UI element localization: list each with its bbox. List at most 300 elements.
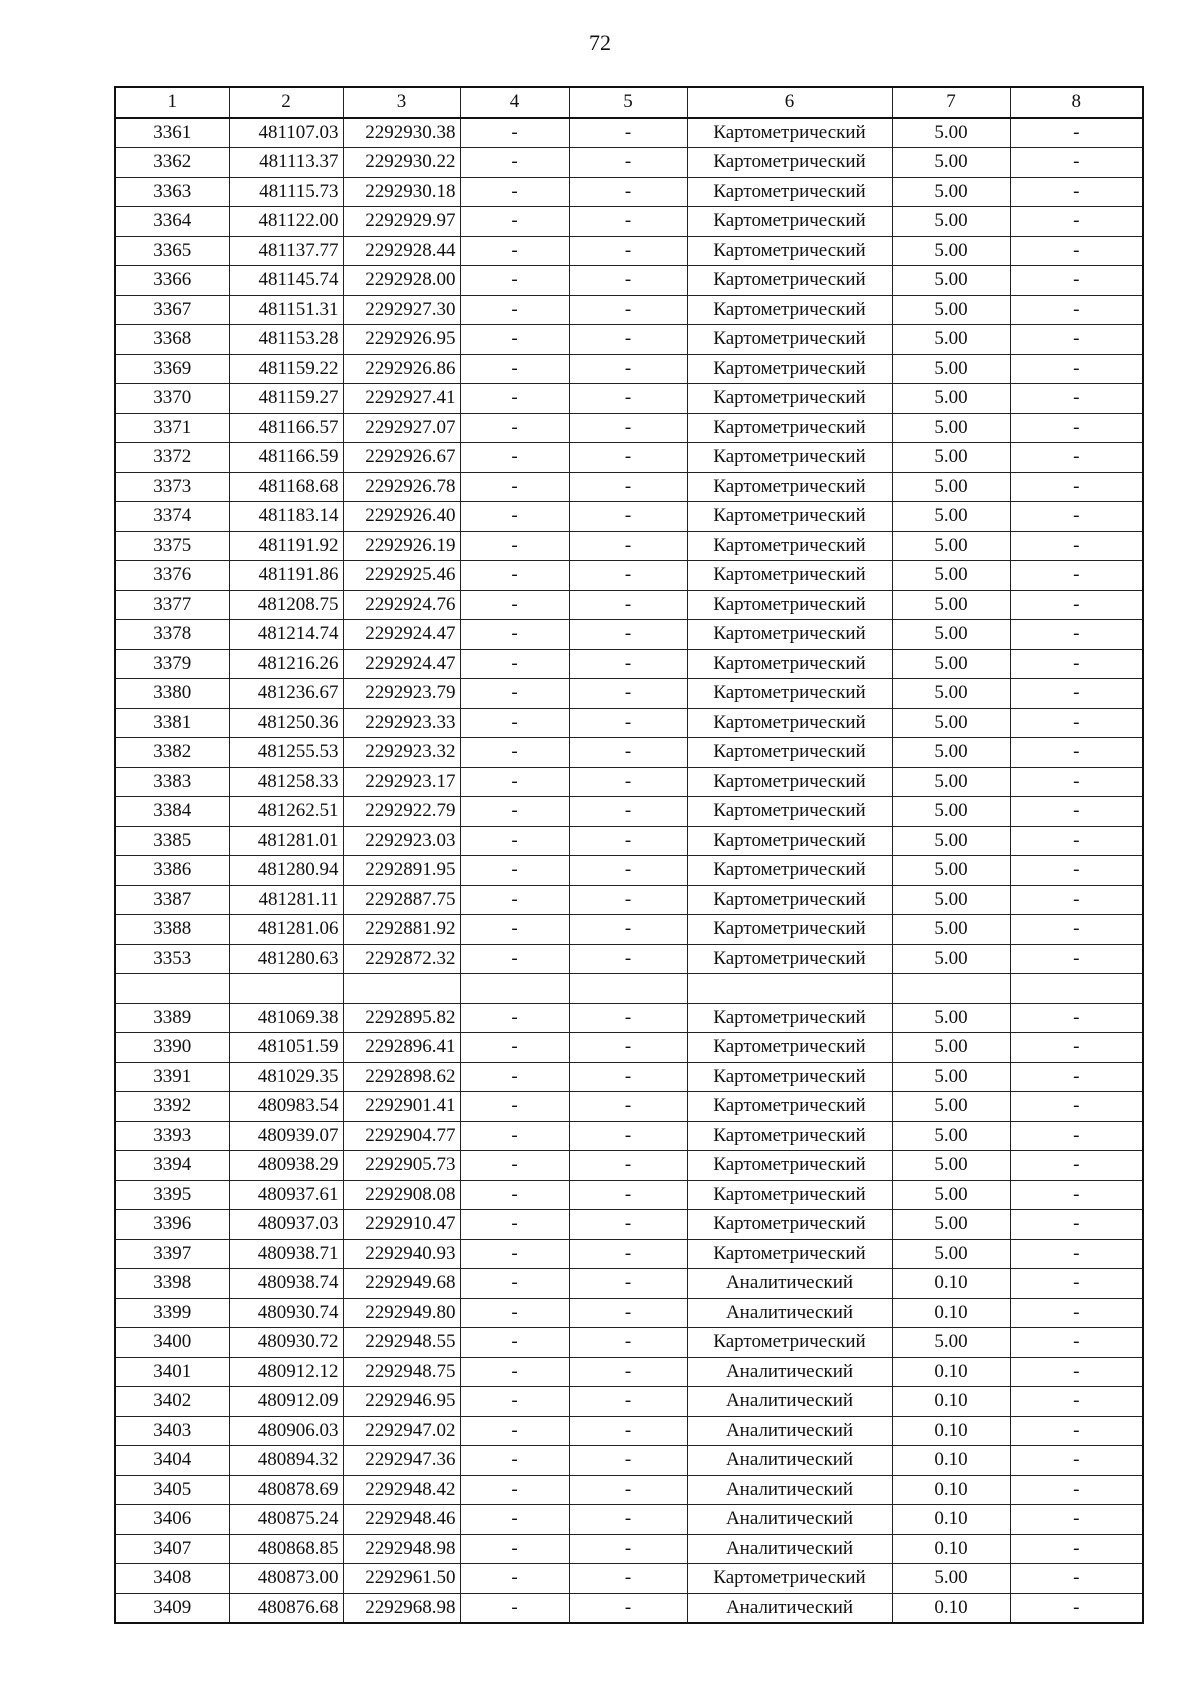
- method-cell: Картометрический: [687, 502, 892, 532]
- accuracy-cell: 5.00: [892, 1180, 1010, 1210]
- method-cell: Картометрический: [687, 944, 892, 974]
- method-cell: Картометрический: [687, 1151, 892, 1181]
- point-number-cell: [115, 974, 229, 1004]
- y-coordinate-cell: 2292922.79: [343, 797, 460, 827]
- x-coordinate-cell: 480939.07: [229, 1121, 343, 1151]
- column-8-cell: -: [1010, 118, 1143, 148]
- point-number-cell: 3380: [115, 679, 229, 709]
- accuracy-cell: 0.10: [892, 1593, 1010, 1623]
- x-coordinate-cell: 480873.00: [229, 1564, 343, 1594]
- x-coordinate-cell: 480912.09: [229, 1387, 343, 1417]
- method-cell: Аналитический: [687, 1357, 892, 1387]
- accuracy-cell: 5.00: [892, 325, 1010, 355]
- point-number-cell: 3364: [115, 207, 229, 237]
- y-coordinate-cell: 2292895.82: [343, 1003, 460, 1033]
- y-coordinate-cell: 2292924.76: [343, 590, 460, 620]
- column-5-cell: -: [569, 1593, 687, 1623]
- column-4-cell: -: [460, 1180, 569, 1210]
- column-5-cell: -: [569, 649, 687, 679]
- point-number-cell: 3361: [115, 118, 229, 148]
- accuracy-cell: 5.00: [892, 797, 1010, 827]
- method-cell: Картометрический: [687, 915, 892, 945]
- table-row: [115, 767, 1143, 797]
- column-4-cell: -: [460, 1328, 569, 1358]
- y-coordinate-cell: 2292930.22: [343, 148, 460, 178]
- method-cell: Аналитический: [687, 1298, 892, 1328]
- accuracy-cell: 5.00: [892, 531, 1010, 561]
- method-cell: Картометрический: [687, 620, 892, 650]
- x-coordinate-cell: 480875.24: [229, 1505, 343, 1535]
- table-row: [115, 531, 1143, 561]
- column-8-cell: -: [1010, 1446, 1143, 1476]
- table-row: [115, 1003, 1143, 1033]
- accuracy-cell: 5.00: [892, 443, 1010, 473]
- column-4-cell: -: [460, 915, 569, 945]
- column-4-cell: -: [460, 148, 569, 178]
- accuracy-cell: 0.10: [892, 1534, 1010, 1564]
- column-4-cell: [460, 974, 569, 1004]
- accuracy-cell: 5.00: [892, 856, 1010, 886]
- column-5-cell: -: [569, 1239, 687, 1269]
- point-number-cell: 3398: [115, 1269, 229, 1299]
- y-coordinate-cell: 2292928.00: [343, 266, 460, 296]
- table-row: [115, 384, 1143, 414]
- column-4-cell: -: [460, 1003, 569, 1033]
- accuracy-cell: 5.00: [892, 944, 1010, 974]
- y-coordinate-cell: 2292923.32: [343, 738, 460, 768]
- point-number-cell: 3383: [115, 767, 229, 797]
- column-header: 5: [569, 87, 687, 118]
- table-row: [115, 1298, 1143, 1328]
- column-8-cell: -: [1010, 1564, 1143, 1594]
- column-header: 3: [343, 87, 460, 118]
- point-number-cell: 3388: [115, 915, 229, 945]
- x-coordinate-cell: 480876.68: [229, 1593, 343, 1623]
- column-4-cell: -: [460, 590, 569, 620]
- x-coordinate-cell: 480912.12: [229, 1357, 343, 1387]
- column-5-cell: -: [569, 767, 687, 797]
- column-4-cell: -: [460, 856, 569, 886]
- x-coordinate-cell: 481281.11: [229, 885, 343, 915]
- column-8-cell: -: [1010, 354, 1143, 384]
- accuracy-cell: 5.00: [892, 590, 1010, 620]
- method-cell: Картометрический: [687, 679, 892, 709]
- table-row: [115, 1357, 1143, 1387]
- method-cell: Картометрический: [687, 1180, 892, 1210]
- column-8-cell: -: [1010, 266, 1143, 296]
- x-coordinate-cell: 481262.51: [229, 797, 343, 827]
- column-5-cell: -: [569, 1151, 687, 1181]
- method-cell: Картометрический: [687, 797, 892, 827]
- accuracy-cell: 5.00: [892, 1062, 1010, 1092]
- x-coordinate-cell: 481258.33: [229, 767, 343, 797]
- column-4-cell: -: [460, 413, 569, 443]
- x-coordinate-cell: 481159.27: [229, 384, 343, 414]
- column-8-cell: -: [1010, 679, 1143, 709]
- point-number-cell: 3404: [115, 1446, 229, 1476]
- y-coordinate-cell: 2292926.67: [343, 443, 460, 473]
- x-coordinate-cell: 480906.03: [229, 1416, 343, 1446]
- accuracy-cell: 5.00: [892, 1210, 1010, 1240]
- table-row: [115, 1328, 1143, 1358]
- column-4-cell: -: [460, 1505, 569, 1535]
- point-number-cell: 3384: [115, 797, 229, 827]
- table-row: [115, 472, 1143, 502]
- table-row: [115, 797, 1143, 827]
- column-5-cell: -: [569, 1416, 687, 1446]
- method-cell: Картометрический: [687, 354, 892, 384]
- table-header-row: [115, 87, 1143, 118]
- column-4-cell: -: [460, 266, 569, 296]
- accuracy-cell: 5.00: [892, 118, 1010, 148]
- column-5-cell: -: [569, 148, 687, 178]
- y-coordinate-cell: 2292961.50: [343, 1564, 460, 1594]
- column-5-cell: -: [569, 1475, 687, 1505]
- y-coordinate-cell: 2292923.17: [343, 767, 460, 797]
- column-5-cell: -: [569, 531, 687, 561]
- column-5-cell: -: [569, 679, 687, 709]
- table-row: [115, 443, 1143, 473]
- y-coordinate-cell: 2292927.30: [343, 295, 460, 325]
- point-number-cell: 3371: [115, 413, 229, 443]
- x-coordinate-cell: 481208.75: [229, 590, 343, 620]
- point-number-cell: 3401: [115, 1357, 229, 1387]
- accuracy-cell: 5.00: [892, 354, 1010, 384]
- column-8-cell: -: [1010, 797, 1143, 827]
- accuracy-cell: 5.00: [892, 472, 1010, 502]
- column-5-cell: -: [569, 443, 687, 473]
- x-coordinate-cell: 481113.37: [229, 148, 343, 178]
- x-coordinate-cell: 481168.68: [229, 472, 343, 502]
- x-coordinate-cell: 481145.74: [229, 266, 343, 296]
- column-8-cell: -: [1010, 1180, 1143, 1210]
- accuracy-cell: 0.10: [892, 1387, 1010, 1417]
- column-5-cell: -: [569, 797, 687, 827]
- method-cell: Аналитический: [687, 1593, 892, 1623]
- table-row: [115, 502, 1143, 532]
- column-8-cell: -: [1010, 1505, 1143, 1535]
- x-coordinate-cell: 480938.74: [229, 1269, 343, 1299]
- accuracy-cell: 5.00: [892, 502, 1010, 532]
- column-8-cell: -: [1010, 1239, 1143, 1269]
- accuracy-cell: 5.00: [892, 1033, 1010, 1063]
- column-4-cell: -: [460, 1151, 569, 1181]
- table-row: [115, 354, 1143, 384]
- method-cell: Картометрический: [687, 1328, 892, 1358]
- accuracy-cell: 5.00: [892, 148, 1010, 178]
- column-5-cell: -: [569, 1564, 687, 1594]
- method-cell: Картометрический: [687, 1092, 892, 1122]
- x-coordinate-cell: 480937.61: [229, 1180, 343, 1210]
- column-8-cell: -: [1010, 620, 1143, 650]
- column-5-cell: -: [569, 236, 687, 266]
- column-8-cell: -: [1010, 561, 1143, 591]
- y-coordinate-cell: 2292924.47: [343, 649, 460, 679]
- x-coordinate-cell: 480894.32: [229, 1446, 343, 1476]
- method-cell: Картометрический: [687, 708, 892, 738]
- table-row: [115, 856, 1143, 886]
- x-coordinate-cell: 480938.71: [229, 1239, 343, 1269]
- column-8-cell: -: [1010, 1593, 1143, 1623]
- table-row: [115, 118, 1143, 148]
- point-number-cell: 3365: [115, 236, 229, 266]
- y-coordinate-cell: 2292927.07: [343, 413, 460, 443]
- table-row: [115, 1239, 1143, 1269]
- point-number-cell: 3385: [115, 826, 229, 856]
- column-5-cell: -: [569, 118, 687, 148]
- column-8-cell: -: [1010, 915, 1143, 945]
- point-number-cell: 3370: [115, 384, 229, 414]
- y-coordinate-cell: 2292948.55: [343, 1328, 460, 1358]
- column-4-cell: -: [460, 236, 569, 266]
- table-row: [115, 1387, 1143, 1417]
- table-row: [115, 826, 1143, 856]
- method-cell: Картометрический: [687, 266, 892, 296]
- x-coordinate-cell: 481280.94: [229, 856, 343, 886]
- x-coordinate-cell: 481214.74: [229, 620, 343, 650]
- column-5-cell: -: [569, 620, 687, 650]
- column-4-cell: -: [460, 767, 569, 797]
- column-8-cell: -: [1010, 856, 1143, 886]
- method-cell: Картометрический: [687, 413, 892, 443]
- column-4-cell: -: [460, 177, 569, 207]
- x-coordinate-cell: 480930.72: [229, 1328, 343, 1358]
- column-5-cell: -: [569, 472, 687, 502]
- column-5-cell: -: [569, 295, 687, 325]
- x-coordinate-cell: 481191.86: [229, 561, 343, 591]
- accuracy-cell: 5.00: [892, 1092, 1010, 1122]
- table-row: [115, 413, 1143, 443]
- point-number-cell: 3405: [115, 1475, 229, 1505]
- column-8-cell: -: [1010, 1387, 1143, 1417]
- column-8-cell: -: [1010, 738, 1143, 768]
- column-4-cell: -: [460, 1416, 569, 1446]
- y-coordinate-cell: 2292908.08: [343, 1180, 460, 1210]
- accuracy-cell: 5.00: [892, 738, 1010, 768]
- accuracy-cell: 5.00: [892, 1239, 1010, 1269]
- y-coordinate-cell: 2292872.32: [343, 944, 460, 974]
- accuracy-cell: 0.10: [892, 1475, 1010, 1505]
- column-5-cell: -: [569, 325, 687, 355]
- column-8-cell: -: [1010, 531, 1143, 561]
- accuracy-cell: 5.00: [892, 207, 1010, 237]
- column-8-cell: -: [1010, 177, 1143, 207]
- point-number-cell: 3392: [115, 1092, 229, 1122]
- accuracy-cell: 5.00: [892, 384, 1010, 414]
- accuracy-cell: 5.00: [892, 1121, 1010, 1151]
- method-cell: Картометрический: [687, 856, 892, 886]
- point-number-cell: 3369: [115, 354, 229, 384]
- x-coordinate-cell: 481250.36: [229, 708, 343, 738]
- x-coordinate-cell: 480868.85: [229, 1534, 343, 1564]
- y-coordinate-cell: 2292928.44: [343, 236, 460, 266]
- table-row: [115, 1534, 1143, 1564]
- x-coordinate-cell: [229, 974, 343, 1004]
- y-coordinate-cell: 2292930.38: [343, 118, 460, 148]
- column-4-cell: -: [460, 1092, 569, 1122]
- column-5-cell: -: [569, 944, 687, 974]
- table-row: [115, 1062, 1143, 1092]
- y-coordinate-cell: 2292925.46: [343, 561, 460, 591]
- accuracy-cell: 5.00: [892, 177, 1010, 207]
- x-coordinate-cell: 481153.28: [229, 325, 343, 355]
- point-number-cell: 3397: [115, 1239, 229, 1269]
- column-5-cell: -: [569, 590, 687, 620]
- y-coordinate-cell: 2292926.95: [343, 325, 460, 355]
- point-number-cell: 3375: [115, 531, 229, 561]
- point-number-cell: 3400: [115, 1328, 229, 1358]
- column-4-cell: -: [460, 1210, 569, 1240]
- y-coordinate-cell: 2292896.41: [343, 1033, 460, 1063]
- accuracy-cell: 5.00: [892, 236, 1010, 266]
- y-coordinate-cell: 2292927.41: [343, 384, 460, 414]
- page-number: 72: [589, 30, 611, 55]
- accuracy-cell: 0.10: [892, 1416, 1010, 1446]
- column-4-cell: -: [460, 679, 569, 709]
- column-8-cell: -: [1010, 590, 1143, 620]
- y-coordinate-cell: 2292968.98: [343, 1593, 460, 1623]
- method-cell: Картометрический: [687, 384, 892, 414]
- x-coordinate-cell: 480983.54: [229, 1092, 343, 1122]
- y-coordinate-cell: [343, 974, 460, 1004]
- coordinates-table: [114, 86, 1144, 1624]
- y-coordinate-cell: 2292946.95: [343, 1387, 460, 1417]
- x-coordinate-cell: 481137.77: [229, 236, 343, 266]
- column-8-cell: -: [1010, 1534, 1143, 1564]
- table-row: [115, 1180, 1143, 1210]
- method-cell: Аналитический: [687, 1416, 892, 1446]
- table-row: [115, 620, 1143, 650]
- column-4-cell: -: [460, 1298, 569, 1328]
- table-row: [115, 295, 1143, 325]
- column-5-cell: -: [569, 266, 687, 296]
- column-5-cell: [569, 974, 687, 1004]
- column-4-cell: -: [460, 295, 569, 325]
- method-cell: Картометрический: [687, 118, 892, 148]
- method-cell: Картометрический: [687, 531, 892, 561]
- method-cell: Картометрический: [687, 1003, 892, 1033]
- method-cell: Картометрический: [687, 561, 892, 591]
- column-5-cell: -: [569, 413, 687, 443]
- accuracy-cell: 5.00: [892, 620, 1010, 650]
- x-coordinate-cell: 481122.00: [229, 207, 343, 237]
- point-number-cell: 3376: [115, 561, 229, 591]
- y-coordinate-cell: 2292910.47: [343, 1210, 460, 1240]
- y-coordinate-cell: 2292923.79: [343, 679, 460, 709]
- point-number-cell: 3379: [115, 649, 229, 679]
- column-4-cell: -: [460, 1269, 569, 1299]
- x-coordinate-cell: 481191.92: [229, 531, 343, 561]
- column-4-cell: -: [460, 826, 569, 856]
- point-number-cell: 3367: [115, 295, 229, 325]
- column-8-cell: -: [1010, 1298, 1143, 1328]
- method-cell: [687, 974, 892, 1004]
- column-4-cell: -: [460, 1062, 569, 1092]
- x-coordinate-cell: 481051.59: [229, 1033, 343, 1063]
- method-cell: Картометрический: [687, 443, 892, 473]
- column-8-cell: -: [1010, 1475, 1143, 1505]
- column-5-cell: -: [569, 502, 687, 532]
- accuracy-cell: 5.00: [892, 1328, 1010, 1358]
- column-5-cell: -: [569, 1269, 687, 1299]
- x-coordinate-cell: 481236.67: [229, 679, 343, 709]
- column-8-cell: -: [1010, 885, 1143, 915]
- column-5-cell: -: [569, 708, 687, 738]
- column-4-cell: -: [460, 325, 569, 355]
- x-coordinate-cell: 481183.14: [229, 502, 343, 532]
- column-8-cell: -: [1010, 1357, 1143, 1387]
- column-8-cell: -: [1010, 1328, 1143, 1358]
- column-5-cell: -: [569, 1505, 687, 1535]
- column-5-cell: -: [569, 885, 687, 915]
- accuracy-cell: 5.00: [892, 767, 1010, 797]
- column-header: 6: [687, 87, 892, 118]
- method-cell: Картометрический: [687, 325, 892, 355]
- method-cell: Картометрический: [687, 148, 892, 178]
- column-8-cell: -: [1010, 1003, 1143, 1033]
- x-coordinate-cell: 481216.26: [229, 649, 343, 679]
- point-number-cell: 3395: [115, 1180, 229, 1210]
- method-cell: Картометрический: [687, 472, 892, 502]
- y-coordinate-cell: 2292926.86: [343, 354, 460, 384]
- column-4-cell: -: [460, 1357, 569, 1387]
- x-coordinate-cell: 480930.74: [229, 1298, 343, 1328]
- x-coordinate-cell: 481069.38: [229, 1003, 343, 1033]
- method-cell: Картометрический: [687, 1210, 892, 1240]
- column-5-cell: -: [569, 1298, 687, 1328]
- point-number-cell: 3402: [115, 1387, 229, 1417]
- method-cell: Аналитический: [687, 1387, 892, 1417]
- table-row: [115, 207, 1143, 237]
- method-cell: Картометрический: [687, 885, 892, 915]
- table-row: [115, 885, 1143, 915]
- y-coordinate-cell: 2292901.41: [343, 1092, 460, 1122]
- column-8-cell: -: [1010, 708, 1143, 738]
- table-row: [115, 1033, 1143, 1063]
- point-number-cell: 3368: [115, 325, 229, 355]
- column-5-cell: -: [569, 738, 687, 768]
- column-8-cell: -: [1010, 1121, 1143, 1151]
- y-coordinate-cell: 2292926.78: [343, 472, 460, 502]
- column-8-cell: -: [1010, 413, 1143, 443]
- point-number-cell: 3381: [115, 708, 229, 738]
- accuracy-cell: 5.00: [892, 1003, 1010, 1033]
- table-row: [115, 177, 1143, 207]
- column-8-cell: [1010, 974, 1143, 1004]
- column-8-cell: -: [1010, 1062, 1143, 1092]
- column-8-cell: -: [1010, 502, 1143, 532]
- method-cell: Аналитический: [687, 1269, 892, 1299]
- accuracy-cell: 5.00: [892, 266, 1010, 296]
- point-number-cell: 3389: [115, 1003, 229, 1033]
- column-header: 7: [892, 87, 1010, 118]
- point-number-cell: 3373: [115, 472, 229, 502]
- column-4-cell: -: [460, 738, 569, 768]
- column-4-cell: -: [460, 531, 569, 561]
- column-5-cell: -: [569, 354, 687, 384]
- point-number-cell: 3408: [115, 1564, 229, 1594]
- accuracy-cell: 0.10: [892, 1298, 1010, 1328]
- column-8-cell: -: [1010, 944, 1143, 974]
- y-coordinate-cell: 2292947.02: [343, 1416, 460, 1446]
- column-5-cell: -: [569, 856, 687, 886]
- table-row: [115, 708, 1143, 738]
- column-4-cell: -: [460, 1387, 569, 1417]
- method-cell: Картометрический: [687, 738, 892, 768]
- column-4-cell: -: [460, 207, 569, 237]
- y-coordinate-cell: 2292948.75: [343, 1357, 460, 1387]
- x-coordinate-cell: 481166.59: [229, 443, 343, 473]
